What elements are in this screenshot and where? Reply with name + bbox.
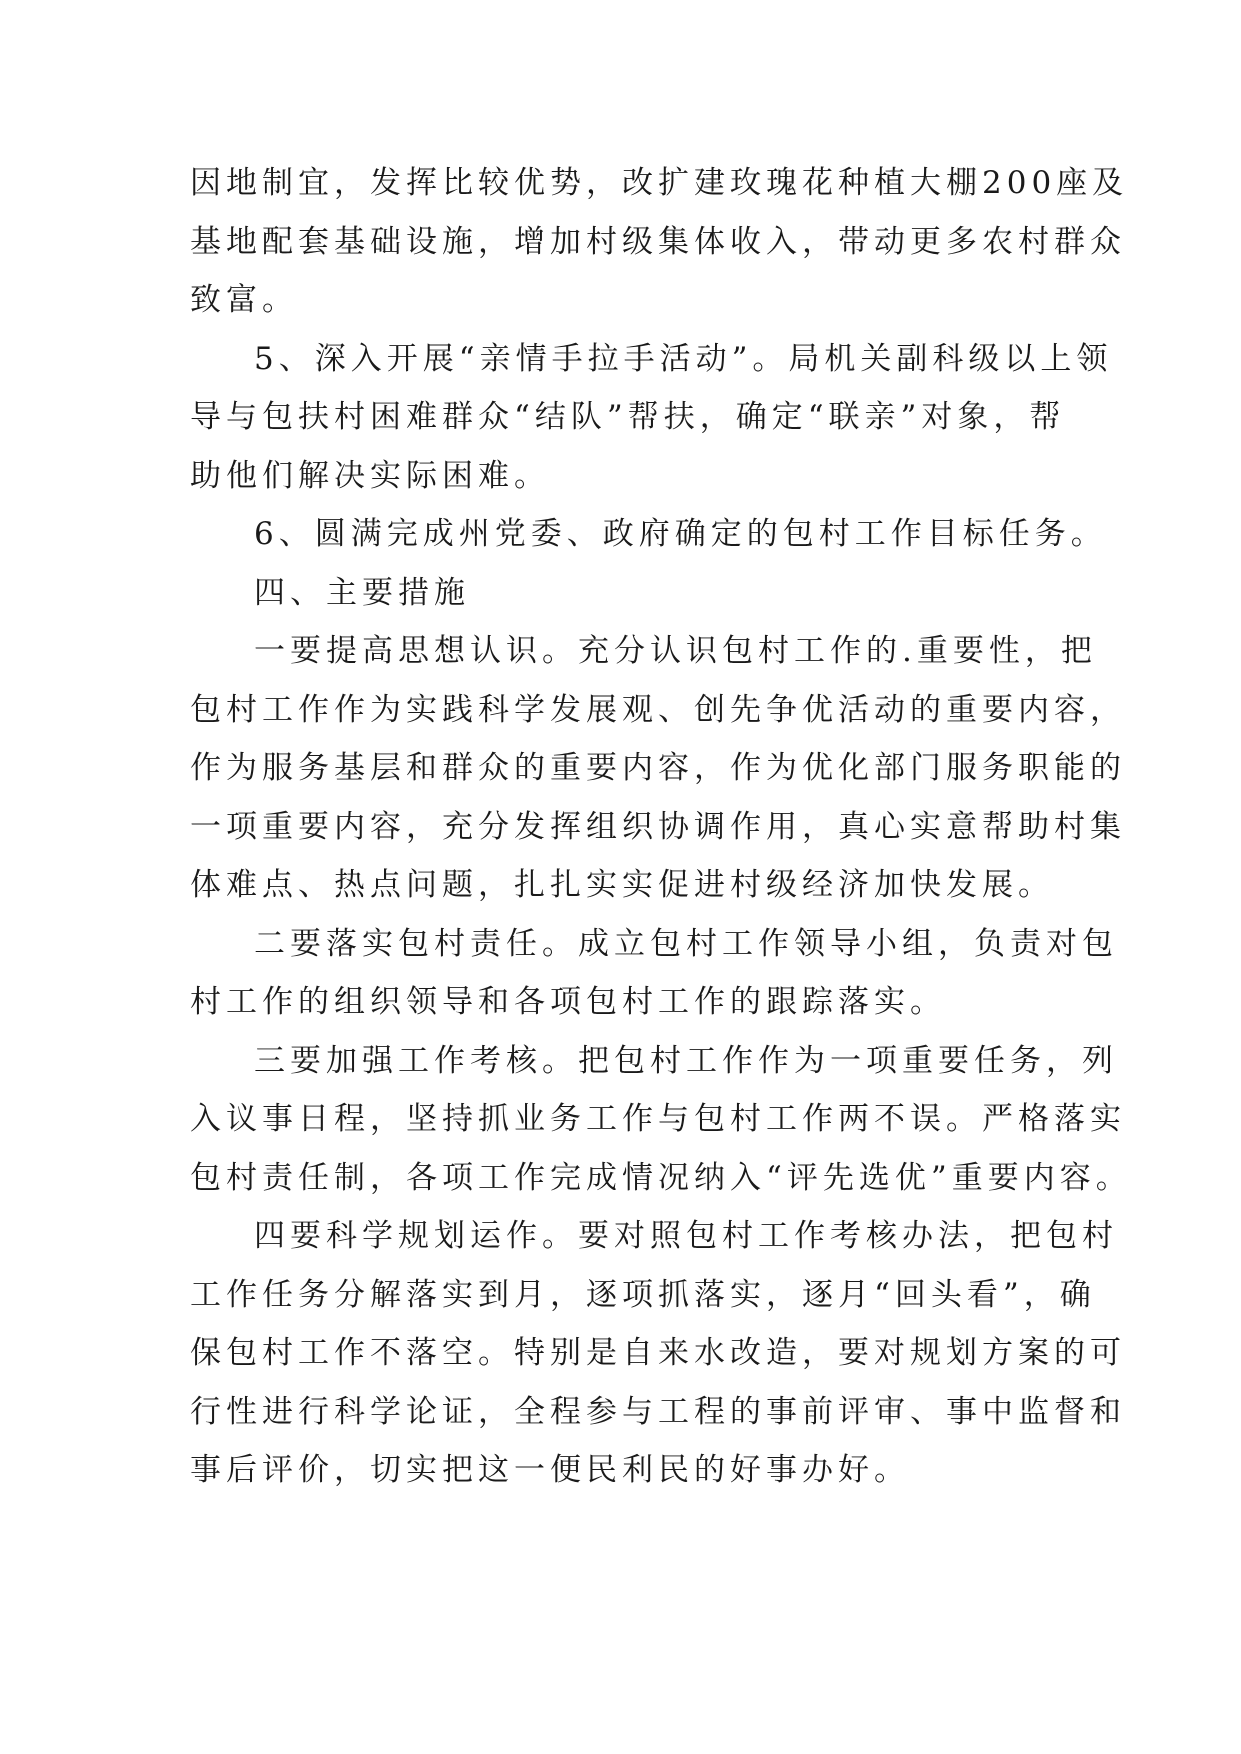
text-line: 体难点、热点问题，扎扎实实促进村级经济加快发展。	[190, 867, 1054, 903]
text-line: 三要加强工作考核。把包村工作作为一项重要任务，列	[254, 1042, 1118, 1079]
text-line: 助他们解决实际困难。	[190, 457, 550, 494]
section-heading-text: 四、主要措施	[254, 574, 470, 611]
text-line: 基地配套基础设施，增加村级集体收入，带动更多农村群众	[190, 223, 1126, 260]
paragraph-item-5	[190, 330, 1113, 506]
text-line: 因地制宜，发挥比较优势，改扩建玫瑰花种植大棚200座及	[190, 165, 1129, 201]
section-heading	[190, 564, 1070, 623]
text-line: 致富。	[190, 282, 298, 318]
text-line: 入议事日程，坚持抓业务工作与包村工作两不误。严格落实	[190, 1101, 1126, 1137]
text-line: 工作任务分解落实到月，逐项抓落实，逐月“回头看”，确	[190, 1276, 1096, 1313]
text-line: 保包村工作不落空。特别是自来水改造，要对规划方案的可	[190, 1335, 1126, 1371]
text-line: 事后评价，切实把这一便民利民的好事办好。	[190, 1452, 910, 1488]
paragraph-item-6	[190, 505, 1107, 564]
text-line: 6、圆满完成州党委、政府确定的包村工作目标任务。	[254, 516, 1107, 552]
text-line: 行性进行科学论证，全程参与工程的事前评审、事中监督和	[190, 1393, 1126, 1430]
paragraph-continuation	[190, 154, 1129, 330]
text-line: 一项重要内容，充分发挥组织协调作用，真心实意帮助村集	[190, 808, 1126, 845]
text-line: 一要提高思想认识。充分认识包村工作的.重要性，把	[254, 633, 1097, 669]
text-line: 四要科学规划运作。要对照包村工作考核办法，把包村	[254, 1218, 1118, 1254]
text-line: 作为服务基层和群众的重要内容，作为优化部门服务职能的	[190, 750, 1126, 786]
text-line: 包村责任制，各项工作完成情况纳入“评先选优”重要内容。	[190, 1159, 1132, 1196]
document-body	[190, 154, 1132, 1500]
text-line: 5、深入开展“亲情手拉手活动”。局机关副科级以上领	[254, 340, 1113, 377]
paragraph-measure-2	[190, 915, 1118, 1032]
text-line: 二要落实包村责任。成立包村工作领导小组，负责对包	[254, 925, 1118, 962]
paragraph-measure-1	[190, 622, 1126, 915]
text-line: 包村工作作为实践科学发展观、创先争优活动的重要内容，	[190, 691, 1126, 728]
paragraph-measure-4	[190, 1207, 1126, 1500]
text-line: 村工作的组织领导和各项包村工作的跟踪落实。	[190, 984, 946, 1020]
text-line: 导与包扶村困难群众“结队”帮扶，确定“联亲”对象，帮	[190, 399, 1066, 435]
paragraph-measure-3	[190, 1032, 1132, 1208]
